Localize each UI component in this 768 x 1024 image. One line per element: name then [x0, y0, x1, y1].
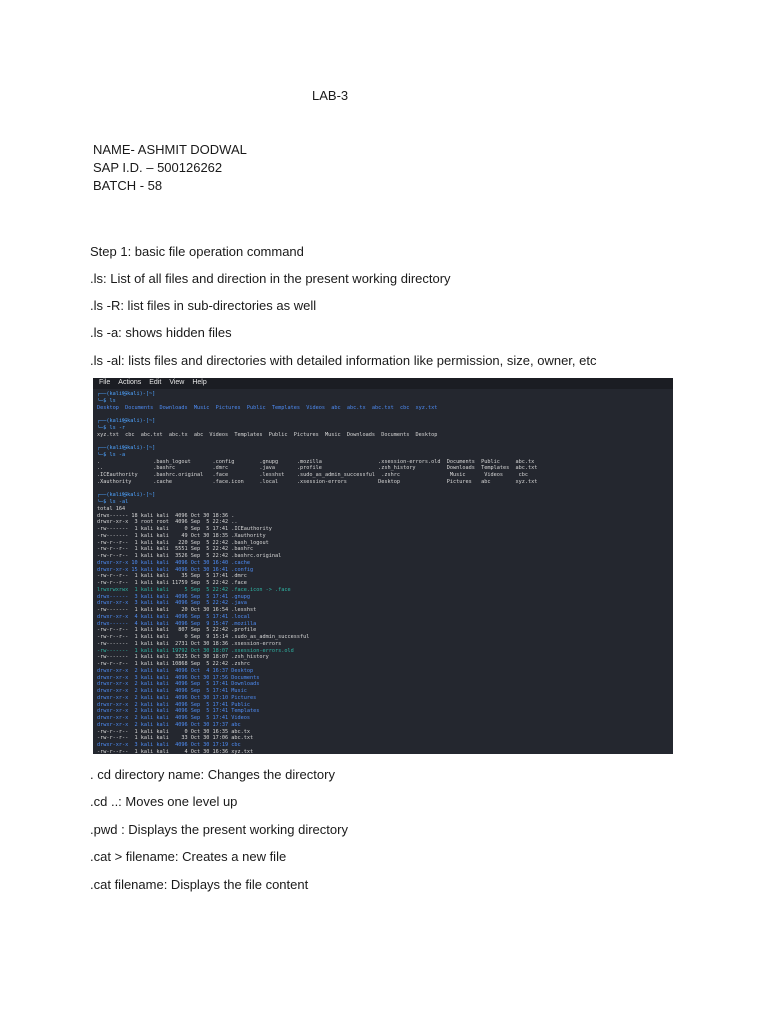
terminal-line: drwx------ 18 kali kali 4096 Oct 30 18:36 . — [97, 512, 235, 519]
terminal-line: -rw-r--r-- 1 kali kali 33 Oct 30 17:06 abc.txt — [97, 735, 254, 742]
terminal-screenshot — [93, 378, 673, 754]
cat-display-description: .cat filename: Displays the file content — [90, 877, 309, 892]
ls-r-description: .ls -R: list files in sub-directories as well — [90, 298, 317, 313]
terminal-line: drwxr-xr-x 2 kali kali 4096 Sep 5 17:41 Downloads — [97, 681, 260, 688]
menu-file: File — [99, 379, 111, 386]
terminal-line: -rw-r--r-- 1 kali kali 0 Oct 30 16:35 abc.tx — [97, 728, 251, 735]
terminal-line: ┌──(kali㉿kali)-[~] — [97, 445, 156, 451]
terminal-line: -rw------- 1 kali kali 20 Oct 30 16:54 .lesshst — [97, 607, 257, 613]
terminal-line: xyz.txt cbc abc.txt abc.tx abc Videos Templates Public Pictures Music Downloads Documents Desktop — [97, 431, 438, 438]
student-name: NAME- ASHMIT DODWAL — [93, 142, 247, 157]
terminal-line: lrwxrwxrwx 1 kali kali 5 Sep 5 22:42 .face.icon -> .face — [97, 586, 291, 593]
terminal-line — [97, 438, 669, 445]
terminal-line: drwxr-xr-x 2 kali kali 4096 Oct 4 16:37 Desktop — [97, 667, 254, 674]
terminal-line: ┌──(kali㉿kali)-[~] — [97, 391, 156, 397]
terminal-line: -rw-r--r-- 1 kali kali 220 Sep 5 22:42 .bash_logout — [97, 539, 269, 546]
pwd-description: .pwd : Displays the present working directory — [90, 822, 348, 837]
terminal-line: -rw-r--r-- 1 kali kali 5551 Sep 5 22:42 .bashrc — [97, 546, 254, 553]
cd-description: . cd directory name: Changes the directory — [90, 767, 335, 782]
terminal-line: -rw-r--r-- 1 kali kali 11759 Sep 5 22:42 .face — [97, 580, 247, 586]
terminal-line: └─$ ls -a — [97, 451, 126, 458]
terminal-line: drwxr-xr-x 4 kali kali 4096 Sep 5 17:41 .local — [97, 613, 251, 620]
terminal-line: .. .bashrc .dmrc .java .profile .zsh_history Downloads Templates abc.txt — [97, 465, 538, 472]
ls-a-description: .ls -a: shows hidden files — [90, 325, 232, 340]
step1-heading: Step 1: basic file operation command — [90, 244, 304, 259]
terminal-line: ┌──(kali㉿kali)-[~] — [97, 492, 156, 499]
terminal-line: drwxr-xr-x 3 kali kali 4096 Oct 30 17:56 Documents — [97, 674, 260, 681]
cd-up-description: .cd ..: Moves one level up — [90, 794, 238, 809]
terminal-line: drwx------ 3 kali kali 4096 Sep 5 17:41 .gnupg — [97, 593, 251, 600]
terminal-line: -rw-r--r-- 1 kali kali 35 Sep 5 17:41 .dmrc — [97, 573, 247, 580]
terminal-line: ┌──(kali㉿kali)-[~] — [97, 418, 156, 424]
ls-description: .ls: List of all files and direction in the present working directory — [90, 271, 451, 286]
terminal-line: drwxr-xr-x 15 kali kali 4096 Oct 30 16:41 .config — [97, 566, 254, 573]
terminal-line: drwxr-xr-x 2 kali kali 4096 Sep 5 17:41 Templates — [97, 708, 260, 715]
terminal-output — [93, 389, 673, 754]
page-title: LAB-3 — [312, 88, 349, 103]
terminal-line: drwxr-xr-x 2 kali kali 4096 Oct 30 17:37 abc — [97, 721, 241, 728]
terminal-line: drwxr-xr-x 2 kali kali 4096 Oct 30 17:10 Pictures — [97, 694, 257, 701]
terminal-line: └─$ ls -al — [97, 499, 129, 505]
menu-view: View — [169, 379, 185, 386]
terminal-line: -rw-r--r-- 1 kali kali 3526 Sep 5 22:42 .bashrc.original — [97, 553, 282, 559]
menu-help: Help — [192, 379, 207, 386]
terminal-line: -rw------- 1 kali kali 2731 Oct 30 18:36 .xsession-errors — [97, 640, 282, 647]
terminal-line: drwxr-xr-x 3 kali kali 4096 Sep 5 22:42 .java — [97, 600, 247, 607]
terminal-line: -rw------- 1 kali kali 19792 Oct 30 18:07 .xsession-errors.old — [97, 647, 294, 654]
terminal-line: drwxr-xr-x 3 root root 4096 Sep 5 22:42 .. — [97, 519, 238, 526]
menu-actions: Actions — [118, 379, 142, 386]
terminal-line: -rw------- 1 kali kali 49 Oct 30 18:35 .Xauthority — [97, 532, 266, 539]
terminal-line: └─$ ls -r — [97, 424, 126, 431]
ls-al-description: .ls -al: lists files and directories with detailed information like permission, size, owner, etc — [90, 353, 597, 368]
terminal-line: -rw-r--r-- 1 kali kali 4 Oct 30 16:36 xyz.txt — [97, 748, 254, 754]
terminal-line: . .bash_logout .config .gnupg .mozilla .xsession-errors.old Documents Public abc.tx — [97, 458, 535, 465]
terminal-line: -rw-r--r-- 1 kali kali 807 Sep 5 22:42 .profile — [97, 627, 257, 634]
terminal-line: drwxr-xr-x 2 kali kali 4096 Sep 5 17:41 Public — [97, 701, 251, 708]
terminal-line: drwxr-xr-x 2 kali kali 4096 Sep 5 17:41 Videos — [97, 715, 251, 721]
terminal-line: drwxr-xr-x 3 kali kali 4096 Oct 30 17:19 cbc — [97, 742, 241, 748]
terminal-line: -rw------- 1 kali kali 0 Sep 5 17:41 .ICEauthority — [97, 526, 272, 532]
terminal-line: -rw-r--r-- 1 kali kali 10868 Sep 5 22:42 .zshrc — [97, 661, 251, 667]
terminal-line: .Xauthority .cache .face.icon .local .xsession-errors Desktop Pictures abc xyz.txt — [97, 478, 538, 485]
terminal-line: drwxr-xr-x 2 kali kali 4096 Sep 5 17:41 Music — [97, 688, 247, 694]
terminal-line — [97, 486, 669, 493]
menu-edit: Edit — [149, 379, 162, 386]
terminal-line: -rw-r--r-- 1 kali kali 0 Sep 9 15:14 .sudo_as_admin_successful — [97, 634, 310, 640]
batch-number: BATCH - 58 — [93, 178, 163, 193]
sap-id: SAP I.D. – 500126262 — [93, 160, 223, 175]
terminal-line: -rw------- 1 kali kali 3525 Oct 30 18:07 .zsh_history — [97, 654, 269, 661]
terminal-line: Desktop Documents Downloads Music Pictures Public Templates Videos abc abc.tx abc.txt cbc xyz.txt — [97, 404, 438, 411]
terminal-line — [97, 411, 669, 418]
terminal-menu-bar — [93, 378, 673, 389]
terminal-line: total 164 — [97, 505, 126, 512]
terminal-line: └─$ ls — [97, 397, 116, 404]
terminal-line: .ICEauthority .bashrc.original .face .lesshst .sudo_as_admin_successful .zshrc Music Videos cbc — [97, 472, 528, 478]
cat-create-description: .cat > filename: Creates a new file — [90, 849, 287, 864]
terminal-line: drwxr-xr-x 10 kali kali 4096 Oct 30 16:40 .cache — [97, 559, 251, 566]
terminal-line: drwx------ 4 kali kali 4096 Sep 9 15:47 .mozilla — [97, 620, 257, 627]
